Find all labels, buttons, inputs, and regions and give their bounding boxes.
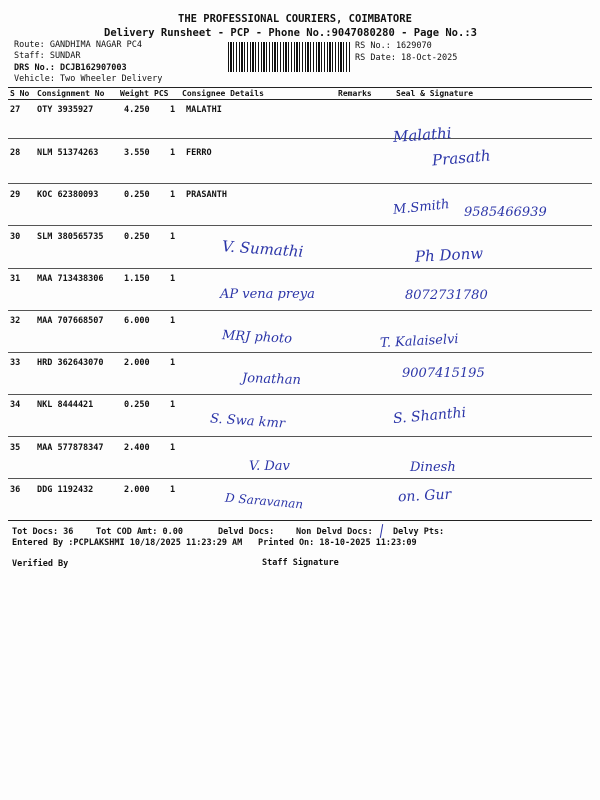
row-weight: 6.000	[124, 316, 150, 326]
pen-mark	[380, 524, 383, 538]
row-divider	[8, 183, 592, 184]
col-seal: Seal & Signature	[396, 89, 474, 98]
delivered-docs: Delvd Docs:	[218, 527, 275, 537]
row-weight: 2.000	[124, 485, 150, 495]
row-pcs: 1	[170, 316, 176, 326]
vehicle-label: Vehicle: Two Wheeler Delivery	[14, 74, 163, 84]
row-divider	[8, 225, 592, 226]
row-consignment: HRD 362643070	[37, 358, 104, 368]
row-pcs: 1	[170, 400, 176, 410]
row-divider	[8, 352, 592, 353]
handwritten-name: D Saravanan	[224, 490, 304, 512]
signature: S. Shanthi	[392, 404, 467, 428]
handwritten-name: Jonathan	[241, 370, 302, 389]
drs-number: DRS No.: DCJB162907003	[14, 63, 127, 73]
handwritten-phone: 8072731780	[405, 288, 488, 303]
staff-label: Staff: SUNDAR	[14, 51, 81, 61]
row-consignment: NKL 8444421	[37, 400, 94, 410]
handwritten-name: AP vena preya	[220, 287, 315, 302]
row-consignment: MAA 577878347	[37, 443, 104, 453]
col-pcs: PCS	[154, 89, 169, 98]
table-bottom-rule	[8, 520, 592, 521]
row-consignee: PRASANTH	[186, 190, 227, 200]
row-divider	[8, 268, 592, 269]
row-consignee: FERRO	[186, 148, 212, 158]
handwritten-name: S. Swa kmr	[209, 411, 286, 432]
handwritten-name: V. Dav	[249, 459, 290, 474]
col-consignment: Consignment No	[37, 89, 105, 98]
signature: M.Smith	[392, 197, 451, 218]
row-sno: 36	[10, 485, 21, 495]
row-pcs: 1	[170, 358, 176, 368]
row-weight: 1.150	[124, 274, 150, 284]
row-consignment: NLM 51374263	[37, 148, 99, 158]
col-sno: S No	[10, 89, 30, 98]
row-sno: 30	[10, 232, 21, 242]
printed-on: Printed On: 18-10-2025 11:23:09	[258, 538, 417, 548]
col-weight: Weight	[120, 89, 149, 98]
row-pcs: 1	[170, 274, 176, 284]
row-weight: 0.250	[124, 400, 150, 410]
row-consignment: KOC 62380093	[37, 190, 99, 200]
route-label: Route: GANDHIMA NAGAR PC4	[14, 40, 142, 50]
row-sno: 33	[10, 358, 21, 368]
runsheet-title: Delivery Runsheet - PCP - Phone No.:9047080280 - Page No.:3	[104, 27, 477, 39]
total-docs: Tot Docs: 36	[12, 527, 74, 537]
row-sno: 29	[10, 190, 21, 200]
row-divider	[8, 310, 592, 311]
row-divider	[8, 138, 592, 139]
header-bottom-rule	[8, 99, 592, 100]
row-consignee: MALATHI	[186, 105, 222, 115]
rs-date: RS Date: 18-Oct-2025	[355, 53, 458, 63]
row-pcs: 1	[170, 485, 176, 495]
handwritten-phone: 9585466939	[464, 205, 547, 220]
handwritten-name: MRJ photo	[221, 328, 293, 347]
row-sno: 28	[10, 148, 21, 158]
row-consignment: MAA 707668507	[37, 316, 104, 326]
row-consignment: SLM 380565735	[37, 232, 104, 242]
entered-by: Entered By :PCPLAKSHMI 10/18/2025 11:23:29 AM	[12, 538, 243, 548]
row-pcs: 1	[170, 443, 176, 453]
signature: Malathi	[392, 123, 453, 147]
header-top-rule	[8, 87, 592, 88]
row-divider	[8, 436, 592, 437]
total-cod: Tot COD Amt: 0.00	[96, 527, 183, 537]
row-weight: 0.250	[124, 190, 150, 200]
verified-by: Verified By	[12, 559, 69, 569]
row-sno: 34	[10, 400, 21, 410]
row-weight: 0.250	[124, 232, 150, 242]
staff-signature: Staff Signature	[262, 558, 339, 568]
row-divider	[8, 478, 592, 479]
row-weight: 2.400	[124, 443, 150, 453]
row-sno: 27	[10, 105, 21, 115]
row-sno: 35	[10, 443, 21, 453]
barcode	[228, 42, 350, 72]
delivery-points: Delvy Pts:	[393, 527, 445, 537]
signature: Ph Donw	[414, 244, 484, 266]
row-weight: 3.550	[124, 148, 150, 158]
col-consignee: Consignee Details	[182, 89, 264, 98]
row-weight: 4.250	[124, 105, 150, 115]
signature: Dinesh	[410, 460, 456, 475]
handwritten-phone: 9007415195	[402, 366, 485, 381]
row-consignment: MAA 713438306	[37, 274, 104, 284]
row-sno: 32	[10, 316, 21, 326]
non-delivered-docs: Non Delvd Docs:	[296, 527, 373, 537]
handwritten-name: V. Sumathi	[221, 237, 304, 261]
signature: T. Kalaiselvi	[379, 331, 459, 352]
rs-number: RS No.: 1629070	[355, 41, 432, 51]
company-name: THE PROFESSIONAL COURIERS, COIMBATORE	[178, 13, 412, 25]
row-divider	[8, 394, 592, 395]
col-remarks: Remarks	[338, 89, 372, 98]
signature: Prasath	[431, 146, 492, 170]
signature: on. Gur	[397, 486, 452, 506]
row-pcs: 1	[170, 232, 176, 242]
row-pcs: 1	[170, 105, 176, 115]
row-pcs: 1	[170, 190, 176, 200]
row-pcs: 1	[170, 148, 176, 158]
row-sno: 31	[10, 274, 21, 284]
row-consignment: OTY 3935927	[37, 105, 94, 115]
row-weight: 2.000	[124, 358, 150, 368]
row-consignment: DDG 1192432	[37, 485, 94, 495]
